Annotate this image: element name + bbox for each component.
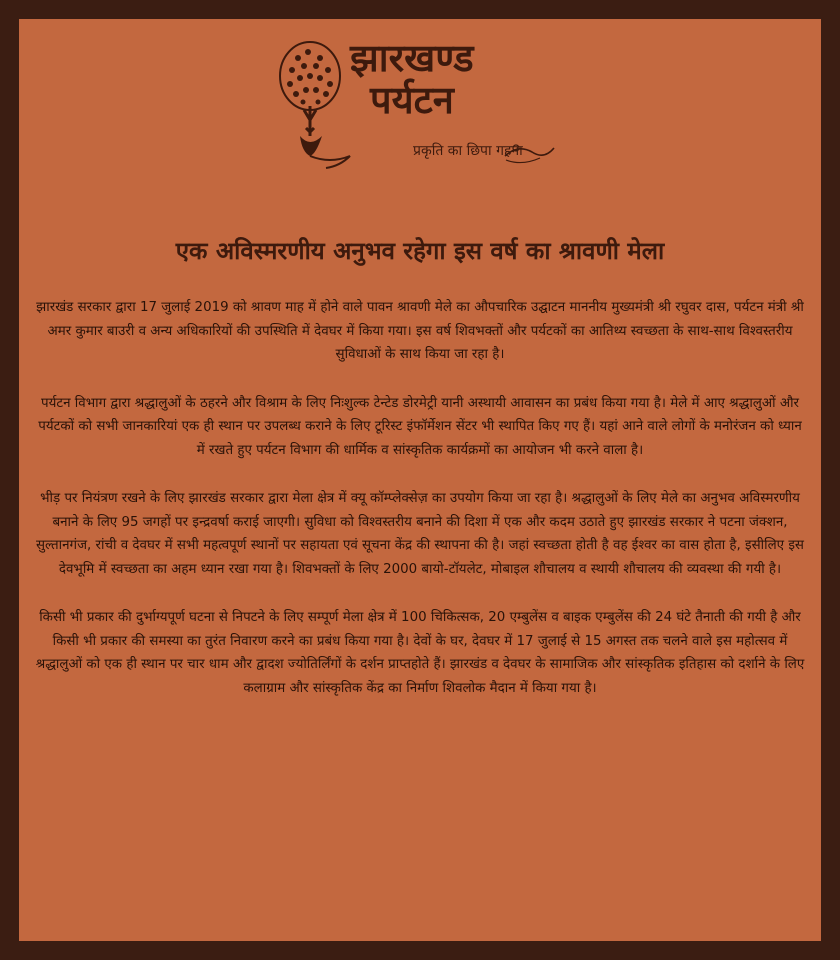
paragraph: किसी भी प्रकार की दुर्भाग्यपूर्ण घटना से निपटने के लिए सम्पूर्ण मेला क्षेत्र में 100 चिकित्सक, 20 एम्बुलेंस व बाइक एम्बुलेंस की 24 घंटे तैनाती की गयी है और किसी भी प्रकार की समस्या का तुरंत निवारण करने का प्रबंध किया गया है। देवों के घर, देवघर में 17 जुलाई से 15 अगस्त तक चलने वाले इस महोत्सव में श्रद्धालुओं को एक ही स्थान पर चार धाम और द्वादश ज्योतिर्लिंगों के दर्शन प्राप्तहोते हैं। झारखंड व देवघर के सामाजिक और सांस्कृतिक इतिहास को दर्शाने के लिए कलाग्राम और सांस्कृतिक केंद्र का निर्माण शिवलोक मैदान में किया गया है।: [35, 610, 805, 696]
jharkhand-tourism-logo: [270, 36, 570, 186]
paragraph: पर्यटन विभाग द्वारा श्रद्धालुओं के ठहरने और विश्राम के लिए निःशुल्क टेन्टेड डोरमेट्री यानी अस्थायी आवासन का प्रबंध किया गया है। मेले में आए श्रद्धालुओं और पर्यटकों को सभी जानकारियां एक ही स्थान पर उपलब्ध कराने के लिए टूरिस्ट इंफॉर्मेशन सेंटर भी स्थापित किए गए हैं। यहां आने वाले लोगों के मनोरंजन को ध्यान में रखते हुए पर्यटन विभाग की धार्मिक व सांस्कृतिक कार्यक्रमों का आयोजन भी करने वाला है।: [38, 395, 802, 458]
article-body: [34, 296, 806, 725]
article-headline: एक अविस्मरणीय अनुभव रहेगा इस वर्ष का श्रावणी मेला: [175, 237, 665, 265]
logo-tagline: प्रकृति का छिपा गहना: [413, 143, 523, 159]
paragraph: झारखंड सरकार द्वारा 17 जुलाई 2019 को श्रावण माह में होने वाले पावन श्रावणी मेले का औपचारिक उद्घाटन माननीय मुख्यमंत्री श्री रघुवर दास, पर्यटन मंत्री श्री अमर कुमार बाउरी व अन्य अधिकारियों की उपस्थिति में देवघर में किया गया। इस वर्ष शिवभक्तों और पर्यटकों का आतिथ्य स्वच्छता के साथ-साथ विश्वस्तरीय सुविधाओं के साथ किया जा रहा है।: [36, 300, 804, 362]
logo-title: झारखण्ड: [350, 36, 474, 80]
logo-subtitle: पर्यटन: [370, 78, 454, 122]
paragraph: भीड़ पर नियंत्रण रखने के लिए झारखंड सरकार द्वारा मेला क्षेत्र में क्यू कॉम्प्लेक्सेज़ का उपयोग किया जा रहा है। श्रद्धालुओं के लिए मेले का अनुभव अविस्मरणीय बनाने के लिए 95 जगहों पर इन्द्रवर्षा कराई जाएगी। सुविधा को विश्वस्तरीय बनाने की दिशा में एक और कदम उठाते हुए झारखंड सरकार ने पटना जंक्शन, सुल्तानगंज, रांची व देवघर में सभी महत्वपूर्ण स्थानों पर सहायता एवं सूचना केंद्र की स्थापना की है। जहां स्वच्छता होती है वह ईश्वर का वास होता है, इसीलिए इस देवभूमि में स्वच्छता का अहम ध्यान रखा गया है। शिवभक्तों के लिए 2000 बायो-टॉयलेट, मोबाइल शौचालय व स्थायी शौचालय की व्यवस्था की गयी है।: [36, 491, 804, 577]
